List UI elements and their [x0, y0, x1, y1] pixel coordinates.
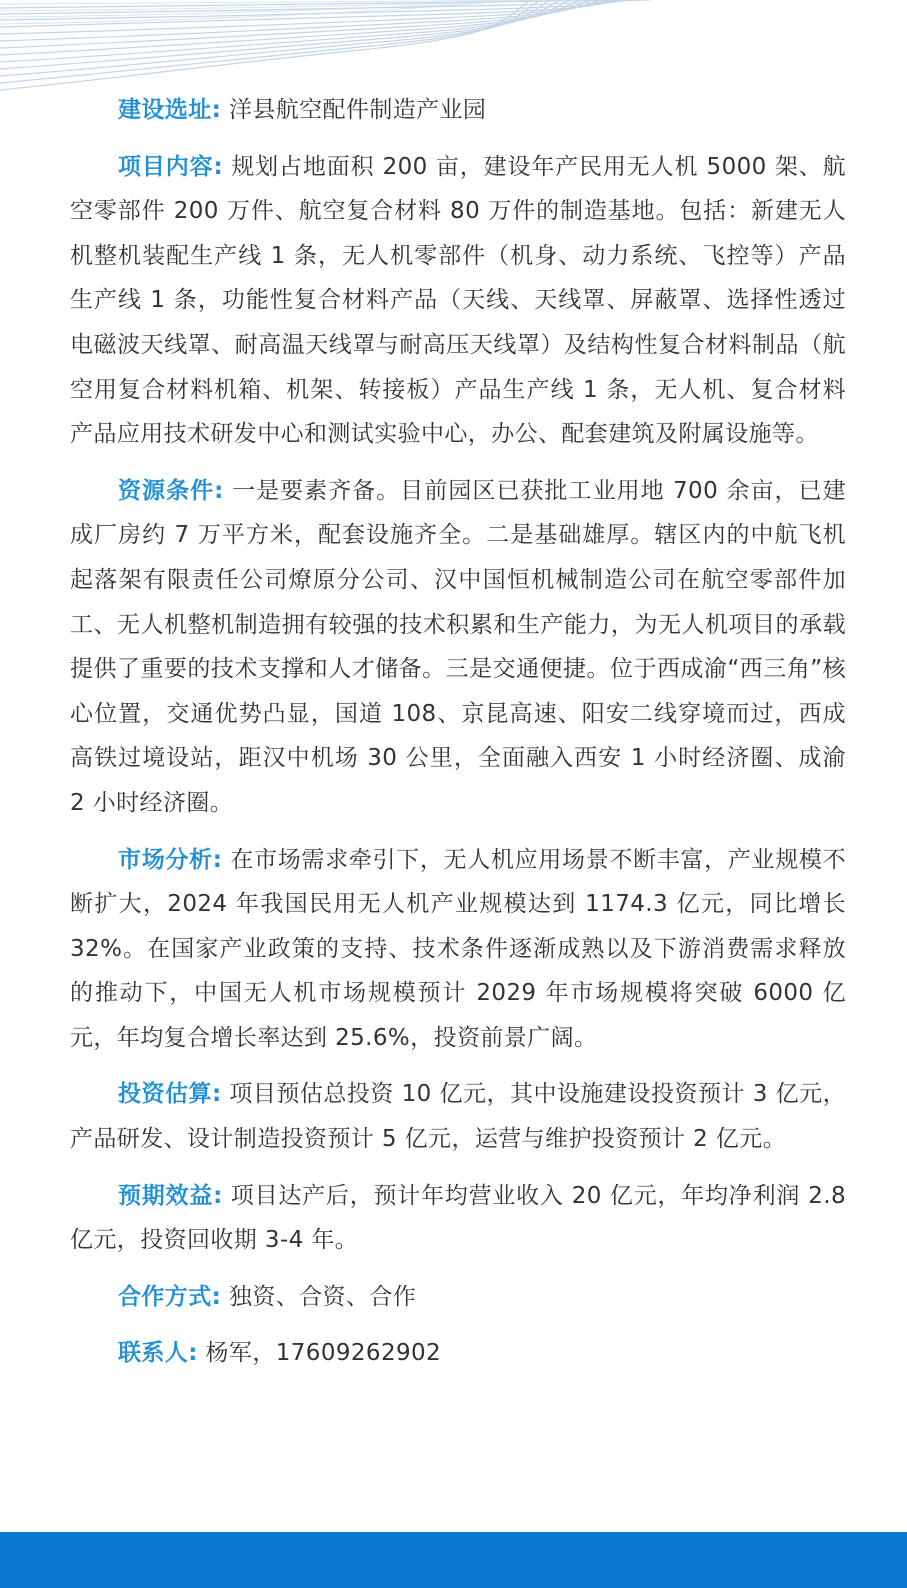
section-content — [70, 145, 846, 457]
section-label: 预期效益: — [118, 1182, 223, 1209]
section-label: 投资估算: — [118, 1081, 222, 1108]
section-label: 资源条件: — [118, 477, 224, 504]
section-text: 洋县航空配件制造产业园 — [221, 97, 487, 123]
section-label: 联系人: — [118, 1340, 198, 1367]
section-text: 在市场需求牵引下，无人机应用场景不断丰富，产业规模不断扩大，2024 年我国民用无人机产业规模达到 1174.3 亿元，同比增长 32%。在国家产业政策的支持、技术条件逐渐成熟以及下游消费需求释放的推动下，中国无人机市场规模预计 2029 年市场规模将突破 6000 亿元，年均复合增长率达到 25.6%，投资前景广阔。 — [70, 846, 846, 1051]
section-site — [70, 88, 846, 133]
section-contact — [70, 1331, 846, 1376]
section-text: 规划占地面积 200 亩，建设年产民用无人机 5000 架、航空零部件 200 万件、航空复合材料 80 万件的制造基地。包括：新建无人机整机装配生产线 1 条，无人机零部件（机身、动力系统、飞控等）产品生产线 1 条，功能性复合材料产品（天线、天线罩、屏蔽罩、选择性透过电磁波天线罩、耐高温天线罩与耐高压天线罩）及结构性复合材料制品（航空用复合材料机箱、机架、转接板）产品生产线 1 条，无人机、复合材料产品应用技术研发中心和测试实验中心，办公、配套建筑及附属设施等。 — [70, 153, 846, 448]
section-label: 建设选址: — [118, 97, 222, 123]
footer-bar — [0, 1532, 907, 1588]
section-label: 市场分析: — [118, 846, 223, 873]
project-document — [70, 88, 846, 1388]
section-label: 合作方式: — [118, 1283, 222, 1310]
section-cooperation — [70, 1275, 846, 1320]
section-text: 项目预估总投资 10 亿元，其中设施建设投资预计 3 亿元，产品研发、设计制造投资预计 5 亿元，运营与维护投资预计 2 亿元。 — [70, 1081, 846, 1153]
section-investment — [70, 1072, 846, 1161]
section-text: 独资、合资、合作 — [221, 1283, 417, 1310]
section-benefits — [70, 1174, 846, 1263]
section-text: 一是要素齐备。目前园区已获批工业用地 700 余亩，已建成厂房约 7 万平方米，配套设施齐全。二是基础雄厚。辖区内的中航飞机起落架有限责任公司燎原分公司、汉中国恒机械制造公司在航空零部件加工、无人机整机制造拥有较强的技术积累和生产能力，为无人机项目的承载提供了重要的技术支撑和人才储备。三是交通便捷。位于西成渝“西三角”核心位置，交通优势凸显，国道 108、京昆高速、阳安二线穿境而过，西成高铁过境设站，距汉中机场 30 公里，全面融入西安 1 小时经济圈、成渝 2 小时经济圈。 — [70, 477, 846, 816]
section-market — [70, 838, 846, 1061]
section-resources — [70, 469, 846, 826]
section-text: 杨军，17609262902 — [197, 1340, 442, 1367]
section-label: 项目内容: — [118, 153, 224, 180]
section-text: 项目达产后，预计年均营业收入 20 亿元，年均净利润 2.8 亿元，投资回收期 3-4 年。 — [70, 1182, 846, 1254]
